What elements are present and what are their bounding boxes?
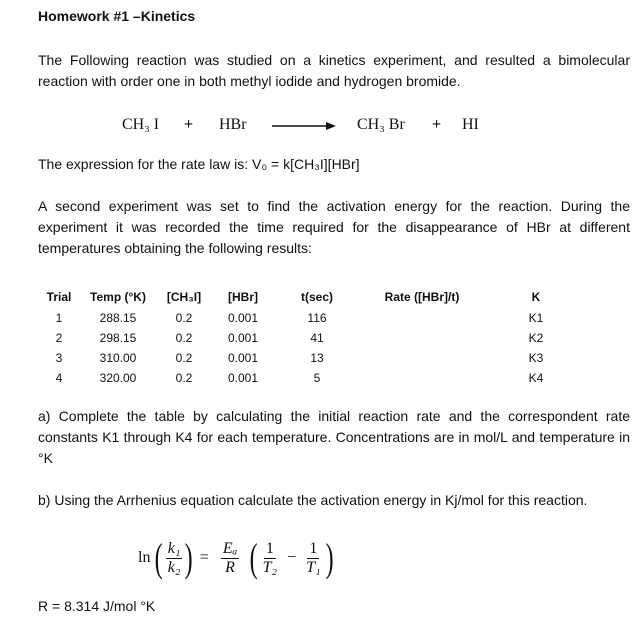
cell-trial: 1 <box>55 311 63 325</box>
right-paren-icon: ) <box>185 535 194 580</box>
one: 1 <box>265 539 274 557</box>
cell-time: 116 <box>307 311 327 325</box>
right-paren-icon: ) <box>325 535 334 580</box>
inverse-t1 <box>304 540 322 577</box>
inverse-t2 <box>261 540 279 577</box>
page-title: Homework #1 –Kinetics <box>38 8 196 24</box>
k-ratio <box>166 540 183 577</box>
ea-over-r <box>221 540 239 577</box>
cell-k: K1 <box>528 311 544 325</box>
t1: T₁ <box>306 558 321 576</box>
k2: k₂ <box>167 558 181 576</box>
one: 1 <box>309 539 318 557</box>
cell-rate <box>358 368 486 388</box>
header-rate: Rate ([HBr]/t) <box>384 290 460 304</box>
table-row <box>40 368 586 388</box>
t2: T₂ <box>262 558 278 576</box>
cell-ch3i: 0.2 <box>175 331 193 345</box>
cell-time: 5 <box>313 371 321 385</box>
left-paren-icon: ( <box>249 535 258 580</box>
cell-hbr: 0.001 <box>227 371 259 385</box>
cell-rate <box>358 308 486 328</box>
header-hbr: [HBr] <box>228 290 258 304</box>
table-header-row <box>40 286 586 308</box>
reactant-hbr: HBr <box>219 116 247 133</box>
table-row <box>40 328 586 348</box>
plus-sign: + <box>432 116 442 133</box>
cell-trial: 3 <box>55 351 63 365</box>
plus-sign: + <box>184 116 194 133</box>
header-time: t(sec) <box>300 290 333 304</box>
cell-ch3i: 0.2 <box>175 351 193 365</box>
cell-trial: 4 <box>55 371 63 385</box>
arrhenius-formula <box>138 535 336 580</box>
left-paren-icon: ( <box>155 535 164 580</box>
table-row <box>40 348 586 368</box>
part-b-paragraph: b) Using the Arrhenius equation calculate the activation energy in Kj/mol for this reaction. <box>38 492 588 508</box>
header-trial: Trial <box>46 290 72 304</box>
cell-hbr: 0.001 <box>227 331 259 345</box>
header-temp: Temp (°K) <box>90 290 146 304</box>
part-a-paragraph: a) Complete the table by calculating the initial reaction rate and the correspondent rate constants K1 through K4 for each temperature. Concentrations are in mol/L and temperature in °K <box>38 408 630 466</box>
header-k: K <box>531 290 541 304</box>
gas-constant-value: R = 8.314 J/mol °K <box>38 598 156 614</box>
results-table <box>40 286 586 388</box>
table-row <box>40 308 586 328</box>
cell-temp: 320.00 <box>99 371 137 385</box>
cell-rate <box>358 328 486 348</box>
cell-trial: 2 <box>55 331 63 345</box>
activation-energy-symbol: Eₐ <box>222 539 238 557</box>
formula-minus: − <box>287 549 297 566</box>
cell-time: 13 <box>310 351 324 365</box>
cell-rate <box>358 348 486 368</box>
cell-k: K3 <box>528 351 544 365</box>
gas-constant-symbol: R <box>225 558 235 576</box>
k1: k₁ <box>167 539 181 557</box>
reactant-ch3i: CH₃ I <box>122 116 160 133</box>
cell-ch3i: 0.2 <box>175 371 193 385</box>
cell-time: 41 <box>310 331 324 345</box>
header-ch3i: [CH₃I] <box>166 290 202 304</box>
rate-law: The expression for the rate law is: V₀ = k[CH₃I][HBr] <box>38 156 360 172</box>
formula-equals: = <box>199 549 209 566</box>
cell-hbr: 0.001 <box>227 351 259 365</box>
cell-temp: 288.15 <box>99 311 137 325</box>
cell-k: K2 <box>528 331 544 345</box>
reaction-arrow-icon <box>272 120 336 132</box>
cell-temp: 298.15 <box>99 331 137 345</box>
formula-ln: ln <box>138 549 151 566</box>
product-ch3br: CH₃ Br <box>357 116 405 133</box>
second-experiment-paragraph: A second experiment was set to find the activation energy for the reaction. During the experiment it was recorded the time required for the disappearance of HBr at different temperatures obtaining the following results: <box>38 198 630 256</box>
product-hi: HI <box>462 116 479 133</box>
cell-temp: 310.00 <box>99 351 137 365</box>
cell-ch3i: 0.2 <box>175 311 193 325</box>
cell-k: K4 <box>528 371 544 385</box>
intro-paragraph: The Following reaction was studied on a kinetics experiment, and resulted a bimolecular reaction with order one in both methyl iodide and hydrogen bromide. <box>38 52 630 89</box>
cell-hbr: 0.001 <box>227 311 259 325</box>
